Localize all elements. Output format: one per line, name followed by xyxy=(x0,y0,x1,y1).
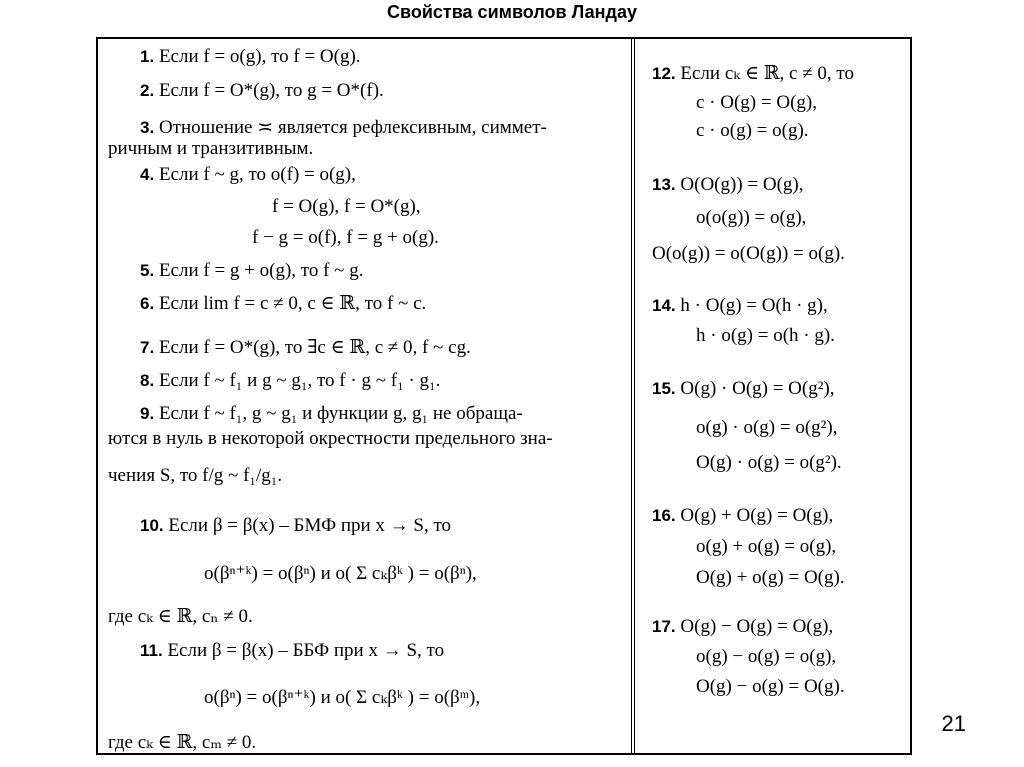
item-number: 7. xyxy=(140,338,155,357)
formula-line-r17b xyxy=(696,646,836,668)
formula-text: O(g) · o(g) = o(g²). xyxy=(696,452,842,473)
formula-line-l10c xyxy=(108,605,253,628)
formula-text: Если β = β(x) – БМФ при x → S, то xyxy=(163,515,452,536)
formula-text: Если f = O*(g), то ∃c ∈ ℝ, c ≠ 0, f ~ cg. xyxy=(154,337,471,358)
formula-line-l11a xyxy=(140,640,444,662)
formula-text: o(βⁿ⁺ᵏ) = o(βⁿ) и o( Σ cₖβᵏ ) = o(βⁿ), xyxy=(204,563,477,584)
formula-line-l8 xyxy=(140,370,440,392)
formula-line-l6 xyxy=(140,292,426,315)
formula-text: o(g) + o(g) = o(g), xyxy=(696,536,837,557)
page-number: 21 xyxy=(941,711,966,736)
formula-line-l5 xyxy=(140,260,363,282)
formula-text: Если f ~ f₁, g ~ g₁ и функции g, g₁ не обраща- xyxy=(154,403,523,424)
item-number: 16. xyxy=(652,506,676,525)
formula-text: O(g) + o(g) = O(g). xyxy=(696,567,845,588)
formula-text: Если f = o(g), то f = O(g). xyxy=(154,46,361,67)
item-number: 1. xyxy=(140,47,155,66)
formula-text: O(g) − o(g) = O(g). xyxy=(696,676,845,697)
formula-line-l4c xyxy=(252,227,439,249)
formula-line-r12c xyxy=(696,120,809,142)
formula-text: O(g) · O(g) = O(g²), xyxy=(675,378,835,399)
page-title: Свойства символов Ландау xyxy=(387,2,637,22)
item-number: 14. xyxy=(652,296,676,315)
item-number: 4. xyxy=(140,165,155,184)
formula-line-r15b xyxy=(696,417,837,439)
formula-text: O(g) − O(g) = O(g), xyxy=(675,616,834,637)
formula-line-l9c xyxy=(108,465,282,487)
formula-text: где cₖ ∈ ℝ, cₘ ≠ 0. xyxy=(108,732,257,753)
formula-line-r15a xyxy=(652,378,835,400)
formula-line-r14a xyxy=(652,295,828,317)
item-number: 2. xyxy=(140,81,155,100)
formula-line-l11b xyxy=(204,686,480,709)
formula-text: O(O(g)) = O(g), xyxy=(675,174,804,195)
formula-line-l3b xyxy=(108,138,313,160)
formula-text: c · O(g) = O(g), xyxy=(696,92,817,113)
formula-text: Если cₖ ∈ ℝ, c ≠ 0, то xyxy=(675,63,854,84)
formula-line-r16b xyxy=(696,536,836,558)
formula-text: Если β = β(x) – ББФ при x → S, то xyxy=(162,640,445,661)
item-number: 10. xyxy=(140,516,164,535)
formula-text: Если f ~ g, то o(f) = o(g), xyxy=(154,164,356,185)
item-number: 8. xyxy=(140,371,155,390)
formula-text: Если f = g + o(g), то f ~ g. xyxy=(154,260,364,281)
formula-line-l3a xyxy=(140,116,547,139)
formula-line-l4a xyxy=(140,164,356,186)
formula-text: f = O(g), f = O*(g), xyxy=(272,196,421,217)
formula-line-r15c xyxy=(696,452,842,474)
formula-text: c · o(g) = o(g). xyxy=(696,120,809,141)
formula-line-l2 xyxy=(140,80,384,102)
formula-text: o(g) · o(g) = o(g²), xyxy=(696,417,838,438)
formula-line-r12a xyxy=(652,62,854,85)
item-number: 9. xyxy=(140,404,155,423)
formula-text: Отношение ≍ является рефлексивным, симмет- xyxy=(154,117,547,138)
formula-line-l10a xyxy=(140,515,451,537)
formula-line-l4b xyxy=(272,196,421,218)
formula-line-l9b xyxy=(108,428,553,450)
formula-text: ричным и транзитивным. xyxy=(108,138,314,159)
formula-text: чения S, то f/g ~ f₁/g₁. xyxy=(108,465,283,486)
formula-line-r16c xyxy=(696,567,845,589)
formula-text: Если f ~ f₁ и g ~ g₁, то f · g ~ f₁ · g₁. xyxy=(154,370,441,391)
formula-text: где cₖ ∈ ℝ, cₙ ≠ 0. xyxy=(108,606,253,627)
formula-text: h · o(g) = o(h · g). xyxy=(696,325,835,346)
item-number: 6. xyxy=(140,294,155,313)
formula-line-l7 xyxy=(140,336,471,359)
formula-line-r13c xyxy=(652,243,845,265)
formula-text: h · O(g) = O(h · g), xyxy=(675,295,828,316)
item-number: 15. xyxy=(652,379,676,398)
formula-line-l9a xyxy=(140,403,523,425)
item-number: 13. xyxy=(652,175,676,194)
formula-line-l11c xyxy=(108,731,256,754)
formula-text: o(g) − o(g) = o(g), xyxy=(696,646,837,667)
formula-line-r13b xyxy=(696,207,806,229)
formula-text: O(g) + O(g) = O(g), xyxy=(675,505,834,526)
formula-line-r16a xyxy=(652,505,833,527)
formula-line-r12b xyxy=(696,92,817,114)
column-divider xyxy=(631,37,635,755)
item-number: 12. xyxy=(652,64,676,83)
formula-text: Если lim f = c ≠ 0, c ∈ ℝ, то f ~ c. xyxy=(154,293,427,314)
formula-text: O(o(g)) = o(O(g)) = o(g). xyxy=(652,243,845,264)
formula-text: f − g = o(f), f = g + o(g). xyxy=(252,227,439,248)
formula-line-r17a xyxy=(652,616,833,638)
formula-text: o(βⁿ) = o(βⁿ⁺ᵏ) и o( Σ cₖβᵏ ) = o(βᵐ), xyxy=(204,687,481,708)
item-number: 3. xyxy=(140,118,155,137)
formula-line-l1 xyxy=(140,46,361,68)
formula-line-r17c xyxy=(696,676,845,698)
formula-text: o(o(g)) = o(g), xyxy=(696,207,807,228)
formula-line-r14b xyxy=(696,325,835,347)
item-number: 11. xyxy=(140,641,163,660)
formula-text: ются в нуль в некоторой окрестности предельного зна- xyxy=(108,428,553,449)
item-number: 5. xyxy=(140,261,155,280)
formula-line-r13a xyxy=(652,174,803,196)
formula-line-l10b xyxy=(204,562,477,585)
item-number: 17. xyxy=(652,617,676,636)
formula-text: Если f = O*(g), то g = O*(f). xyxy=(154,80,384,101)
